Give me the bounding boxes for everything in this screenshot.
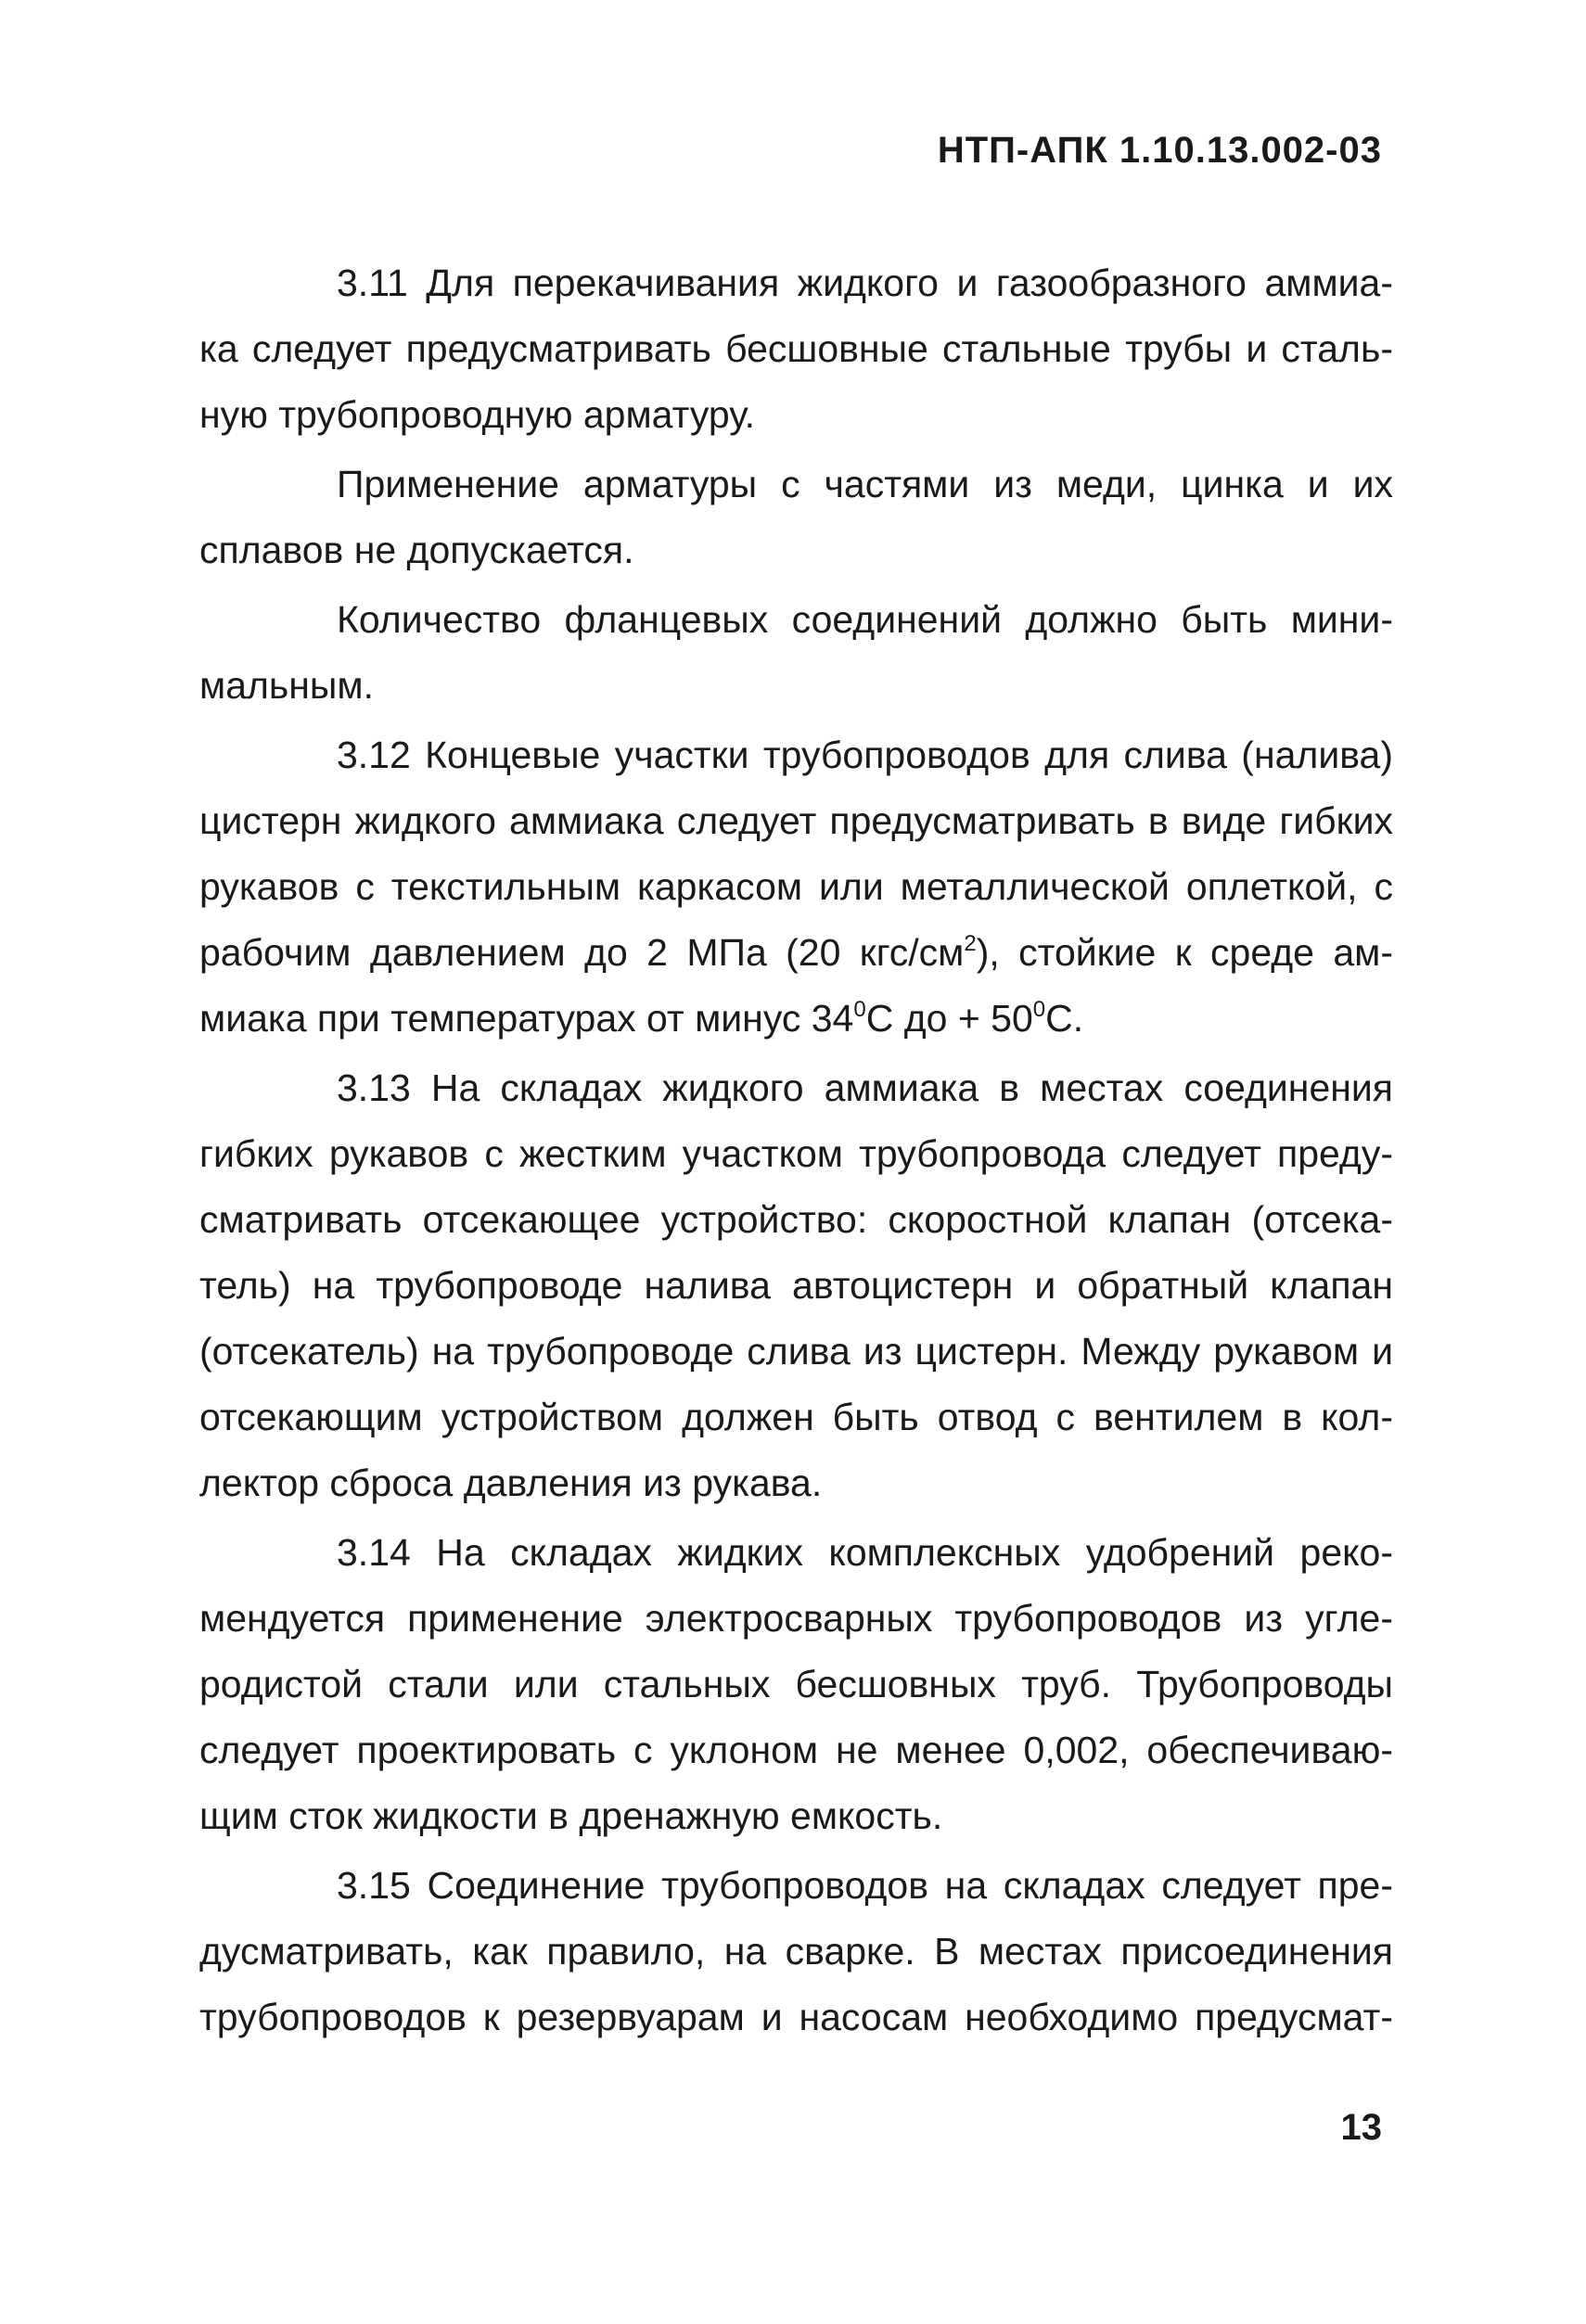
text-line: Количество фланцевых соединений должно быть мини- bbox=[337, 598, 1393, 641]
text-line: отсекающим устройством должен быть отвод с вентилем в кол- bbox=[199, 1396, 1393, 1438]
text-line: 3.12 Концевые участки трубопроводов для слива (налива) bbox=[337, 734, 1393, 776]
text-line: 3.15 Соединение трубопроводов на складах следует пре- bbox=[337, 1864, 1393, 1907]
text-line: 3.13 На складах жидкого аммиака в местах соединения bbox=[337, 1066, 1393, 1109]
text-line: мендуется применение электросварных трубопроводов из угле- bbox=[199, 1597, 1393, 1640]
text-segment: рабочим давлением до 2 МПа (20 кгс/см bbox=[199, 931, 965, 974]
page-number: 13 bbox=[1340, 2107, 1382, 2148]
text-line: лектор сброса давления из рукава. bbox=[199, 1462, 823, 1504]
text-segment: С до + 50 bbox=[865, 997, 1033, 1040]
superscript: 2 bbox=[964, 931, 977, 956]
text-line: цистерн жидкого аммиака следует предусматривать в виде гибких bbox=[199, 799, 1393, 842]
text-line: 3.14 На складах жидких комплексных удобрений реко- bbox=[337, 1531, 1393, 1574]
superscript: 0 bbox=[853, 997, 866, 1022]
text-segment: ), стойкие к среде ам- bbox=[976, 931, 1393, 974]
text-line: родистой стали или стальных бесшовных труб. Трубопроводы bbox=[199, 1663, 1393, 1705]
text-line-temperature bbox=[199, 986, 1393, 1052]
text-line: гибких рукавов с жестким участком трубопровода следует преду- bbox=[199, 1132, 1393, 1175]
document-header: НТП-АПК 1.10.13.002-03 bbox=[937, 130, 1382, 171]
text-line: следует проектировать с уклоном не менее 0,002, обеспечиваю- bbox=[199, 1729, 1393, 1771]
text-line: сматривать отсекающее устройство: скоростной клапан (отсека- bbox=[199, 1198, 1393, 1241]
text-line: сплавов не допускается. bbox=[199, 529, 634, 571]
document-body bbox=[199, 250, 1393, 2050]
text-line: рукавов с текстильным каркасом или металлической оплеткой, с bbox=[199, 865, 1393, 908]
text-line: Применение арматуры с частями из меди, цинка и их bbox=[337, 463, 1393, 505]
text-line: 3.11 Для перекачивания жидкого и газообразного аммиа- bbox=[337, 262, 1393, 304]
text-line: ную трубопроводную арматуру. bbox=[199, 393, 755, 436]
text-segment: миака при температурах от минус 34 bbox=[199, 997, 854, 1040]
text-line: мальным. bbox=[199, 664, 374, 707]
text-segment: С. bbox=[1045, 997, 1084, 1040]
text-line: щим сток жидкости в дренажную емкость. bbox=[199, 1794, 943, 1837]
text-line: дусматривать, как правило, на сварке. В местах присоединения bbox=[199, 1930, 1393, 1973]
text-line: трубопроводов к резервуарам и насосам необходимо предусмат- bbox=[199, 1996, 1393, 2038]
text-line: (отсекатель) на трубопроводе слива из цистерн. Между рукавом и bbox=[199, 1330, 1393, 1373]
text-line: ка следует предусматривать бесшовные стальные трубы и сталь- bbox=[199, 327, 1393, 370]
text-line: тель) на трубопроводе налива автоцистерн и обратный клапан bbox=[199, 1264, 1393, 1307]
text-line-pressure bbox=[199, 920, 1393, 986]
superscript: 0 bbox=[1032, 997, 1046, 1022]
